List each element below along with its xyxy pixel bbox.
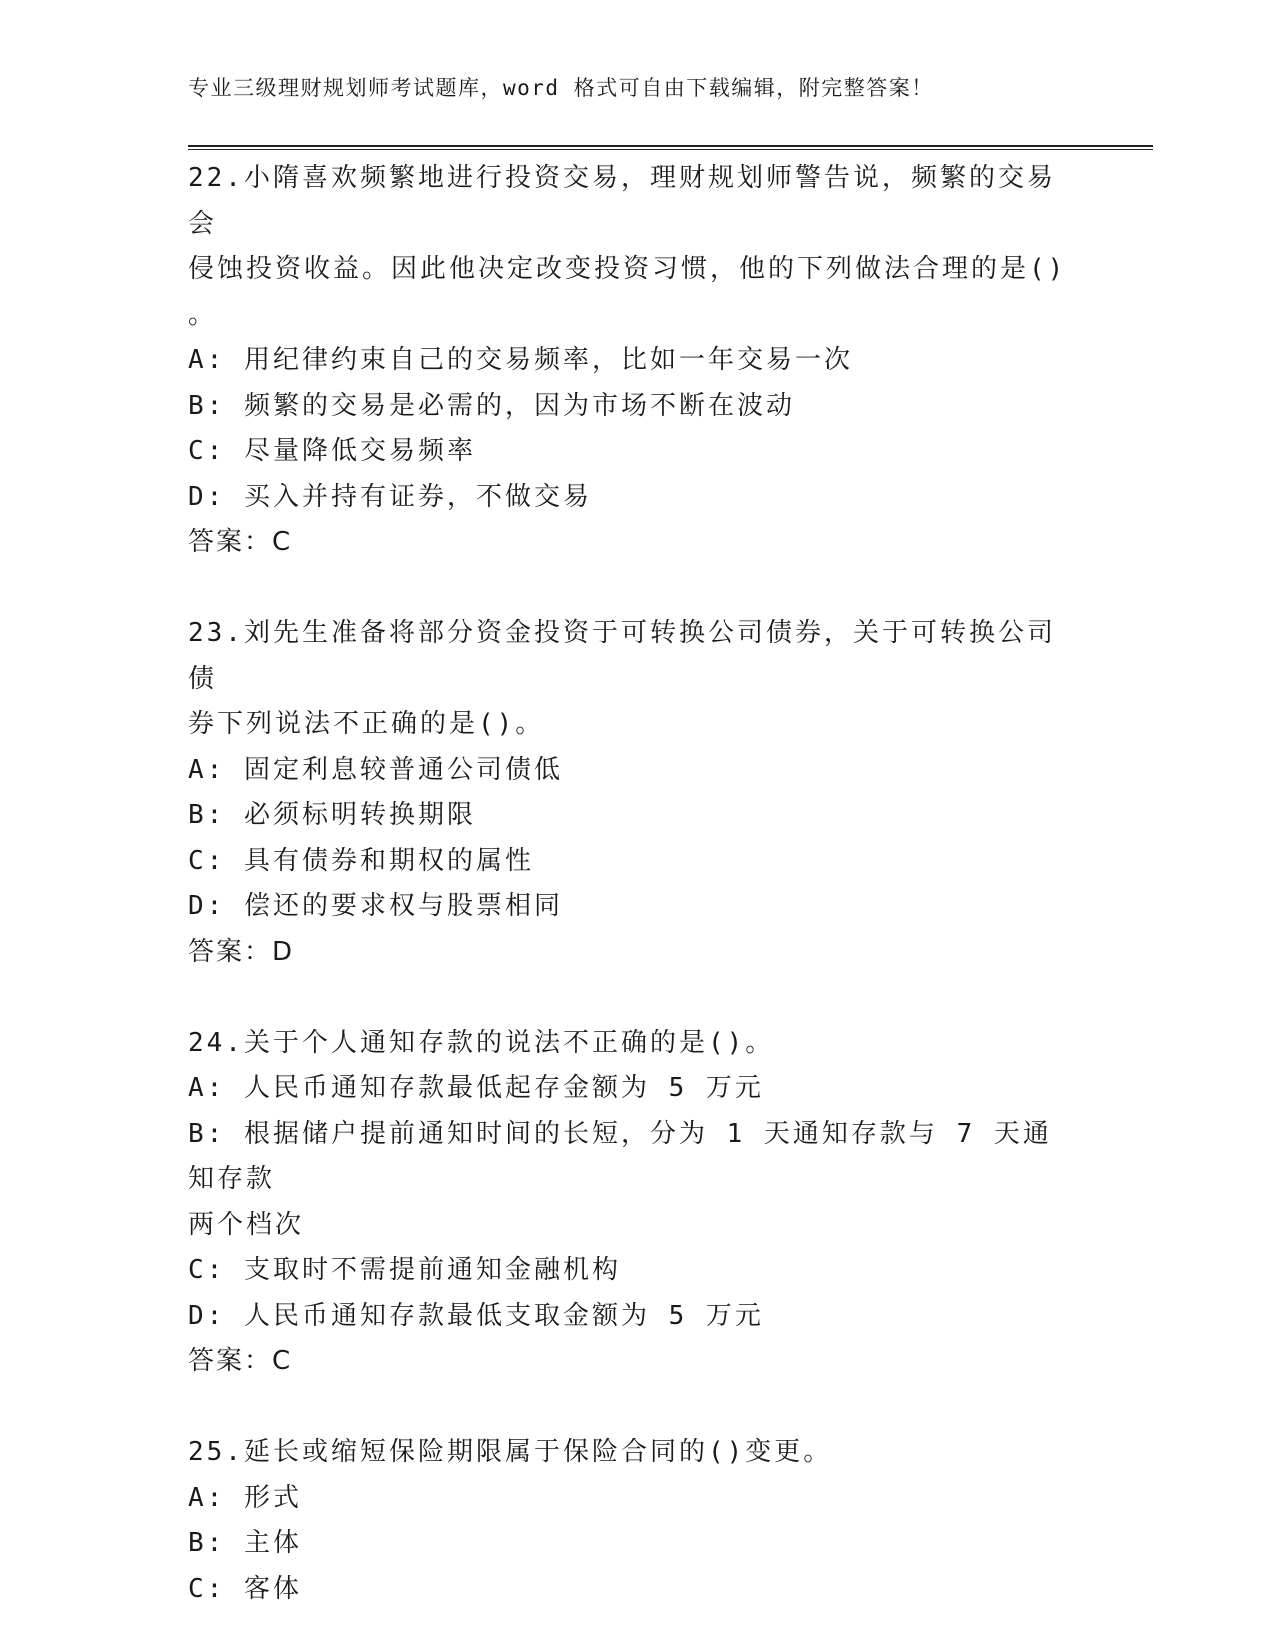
question-stem: 。 <box>188 299 218 330</box>
option-b-continued: 两个档次 <box>188 1209 305 1240</box>
question-list <box>188 156 1078 1612</box>
question-gap <box>188 566 1078 612</box>
question-stem: 券下列说法不正确的是()。 <box>188 709 545 739</box>
option-b: B: 根据储户提前通知时间的长短，分为 1 天通知存款与 7 天通知存款 <box>188 1118 1052 1194</box>
question-22 <box>188 156 1078 566</box>
option-a: A: 形式 <box>188 1482 302 1513</box>
option-a: A: 固定利息较普通公司债低 <box>188 754 563 785</box>
option-c: C: 客体 <box>188 1573 302 1604</box>
option-a: A: 人民币通知存款最低起存金额为 5 万元 <box>188 1073 764 1103</box>
question-stem: 22.小隋喜欢频繁地进行投资交易，理财规划师警告说，频繁的交易会 <box>188 163 1056 239</box>
answer: 答案：D <box>188 936 295 967</box>
question-gap <box>188 975 1078 1021</box>
option-d: D: 买入并持有证券，不做交易 <box>188 481 592 512</box>
question-stem: 24.关于个人通知存款的说法不正确的是()。 <box>188 1027 775 1058</box>
question-stem: 侵蚀投资收益。因此他决定改变投资习惯，他的下列做法合理的是() <box>188 254 1067 284</box>
question-24 <box>188 1021 1078 1385</box>
option-b: B: 频繁的交易是必需的，因为市场不断在波动 <box>188 390 795 421</box>
option-c: C: 支取时不需提前通知金融机构 <box>188 1255 621 1285</box>
option-c: C: 具有债券和期权的属性 <box>188 845 534 876</box>
question-stem: 25.延长或缩短保险期限属于保险合同的()变更。 <box>188 1437 833 1467</box>
question-23 <box>188 611 1078 975</box>
question-gap <box>188 1385 1078 1431</box>
option-b: B: 主体 <box>188 1528 302 1558</box>
answer: 答案：C <box>188 527 293 557</box>
page-header: 专业三级理财规划师考试题库，word 格式可自由下载编辑，附完整答案！ <box>188 76 934 100</box>
question-stem: 23.刘先生准备将部分资金投资于可转换公司债券，关于可转换公司债 <box>188 618 1056 694</box>
option-b: B: 必须标明转换期限 <box>188 800 476 830</box>
option-d: D: 人民币通知存款最低支取金额为 5 万元 <box>188 1300 764 1331</box>
option-a: A: 用纪律约束自己的交易频率，比如一年交易一次 <box>188 345 853 375</box>
answer: 答案：C <box>188 1346 293 1376</box>
option-d: D: 偿还的要求权与股票相同 <box>188 891 563 921</box>
header-rule <box>188 145 1153 150</box>
question-25 <box>188 1430 1078 1612</box>
option-c: C: 尽量降低交易频率 <box>188 436 476 466</box>
